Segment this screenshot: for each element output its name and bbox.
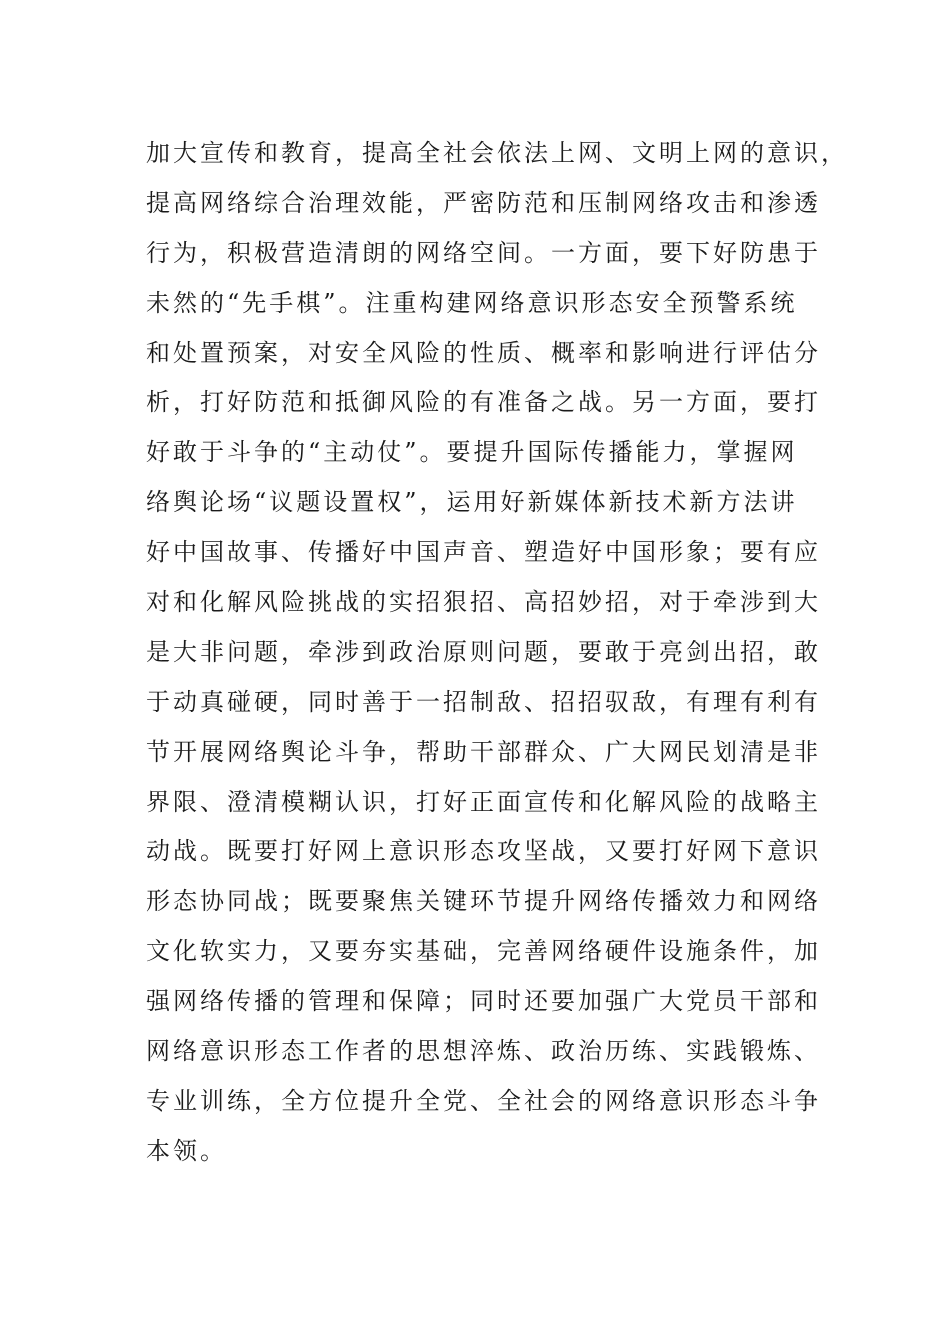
body-paragraph	[146, 129, 848, 1177]
text-line: 加大宣传和教育，提高全社会依法上网、文明上网的意识，	[146, 139, 848, 167]
text-line: 界限、澄清模糊认识，打好正面宣传和化解风险的战略主	[146, 787, 821, 816]
text-line: 本领。	[146, 1136, 227, 1165]
text-line: 是大非问题，牵涉到政治原则问题，要敢于亮剑出招，敢	[146, 637, 821, 666]
text-line: 和处置预案，对安全风险的性质、概率和影响进行评估分	[146, 338, 821, 367]
text-line: 好中国故事、传播好中国声音、塑造好中国形象；要有应	[146, 538, 821, 567]
text-line: 好敢于斗争的“主动仗”。要提升国际传播能力，掌握网	[146, 438, 798, 467]
text-line: 对和化解风险挑战的实招狠招、高招妙招，对于牵涉到大	[146, 588, 821, 617]
text-line: 网络意识形态工作者的思想淬炼、政治历练、实践锻炼、	[146, 1037, 821, 1066]
text-line: 于动真碰硬，同时善于一招制敌、招招驭敌，有理有利有	[146, 687, 821, 716]
text-line: 析，打好防范和抵御风险的有准备之战。另一方面，要打	[146, 388, 821, 417]
text-line: 动战。既要打好网上意识形态攻坚战，又要打好网下意识	[146, 837, 821, 866]
text-line: 强网络传播的管理和保障；同时还要加强广大党员干部和	[146, 987, 821, 1016]
text-line: 专业训练，全方位提升全党、全社会的网络意识形态斗争	[146, 1086, 821, 1115]
text-line: 提高网络综合治理效能，严密防范和压制网络攻击和渗透	[146, 188, 821, 217]
text-line: 行为，积极营造清朗的网络空间。一方面，要下好防患于	[146, 238, 821, 267]
text-line: 形态协同战；既要聚焦关键环节提升网络传播效力和网络	[146, 887, 821, 916]
text-line: 络舆论场“议题设置权”，运用好新媒体新技术新方法讲	[146, 488, 798, 517]
text-line: 节开展网络舆论斗争，帮助干部群众、广大网民划清是非	[146, 737, 821, 766]
text-line: 未然的“先手棋”。注重构建网络意识形态安全预警系统	[146, 288, 798, 317]
text-line: 文化软实力，又要夯实基础，完善网络硬件设施条件，加	[146, 937, 821, 966]
